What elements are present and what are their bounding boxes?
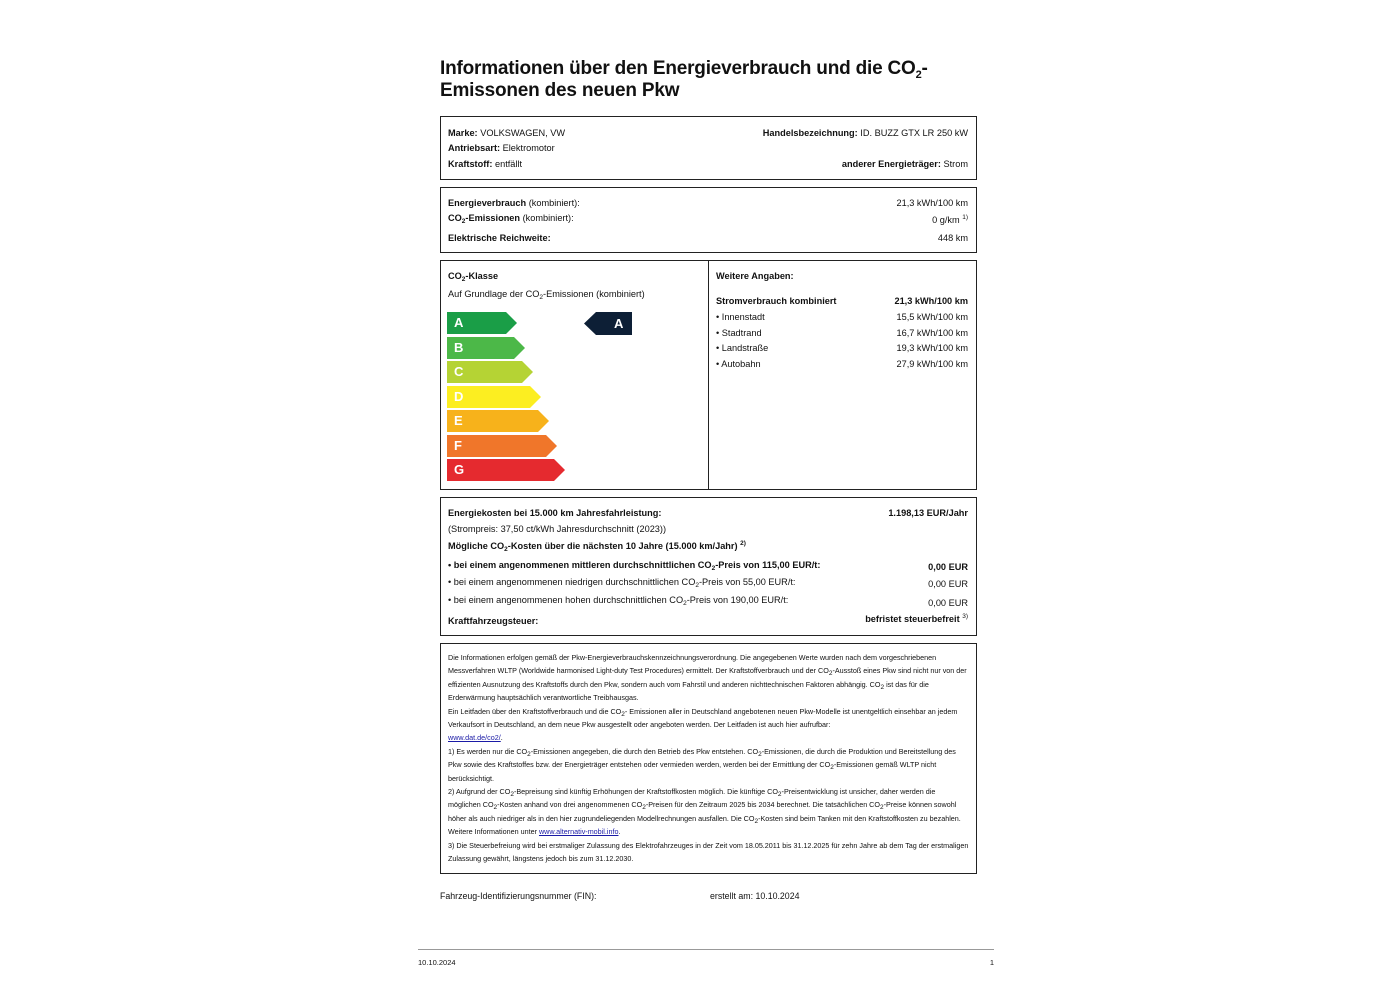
vehicle-tax-value: befristet steuerbefreit $^{3)}$ [865, 613, 968, 624]
consumption-item-value: 19,3 kWh/100 km [896, 343, 968, 353]
alternativ-mobil-link[interactable]: www.alternativ-mobil.info [538, 827, 619, 837]
electricity-total-value: 21,3 kWh/100 km [894, 296, 968, 306]
consumption-item-label: • Stadtrand [716, 327, 762, 338]
footnote-1: 1) Es werden nur die $CO_2$-Emissionen angegeben, die durch den Betrieb des Pkw entstehen. $CO_2$-Emissionen, die durch die Produktion und Bereitstellung des Pkw sowie des Kraftstoffes bzw. der Energieträger entstehen oder vermieden werden, werden bei der Ermittlung der $CO_2$-Emissionen gemäß WLTP nicht berücksichtigt. [448, 746, 956, 783]
co2-class-d-bar [447, 386, 541, 408]
co2-cost-high-value: 0,00 EUR [928, 598, 968, 608]
handelsbezeichnung-row: Handelsbezeichnung: ID. BUZZ GTX LR 250 kW [762, 128, 968, 138]
co2-class-b-bar [447, 337, 525, 359]
vehicle-tax-label: Kraftfahrzeugsteuer: [448, 616, 539, 626]
co2-class-letter: D [454, 388, 464, 404]
dat-link[interactable]: www.dat.de/co2/ [448, 733, 501, 743]
co2-class-letter: C [454, 364, 464, 379]
range-value: 448 km [937, 233, 968, 243]
co2-cost-low-label: • bei einem angenommenen niedrigen durchschnittlichen $CO_2$-Preis von 55,00 EUR/t: [448, 577, 796, 589]
co2-class-letter: B [454, 339, 464, 355]
co2-class-letter: A [454, 315, 464, 330]
co2-emissions-label: $CO_2$-Emissionen (kombiniert): [448, 213, 574, 225]
footer-rule [418, 949, 994, 950]
consumption-item-label: • Innenstadt [716, 312, 765, 322]
page-title [440, 58, 1000, 102]
footer-date: 10.10.2024 [418, 958, 456, 967]
current-class-arrow-icon [584, 312, 632, 335]
energy-consumption-value: 21,3 kWh/100 km [896, 198, 968, 208]
co2-class-letter: F [454, 437, 462, 453]
co2-emissions-value: 0 g/km $^{1)}$ [932, 214, 968, 225]
title-dash: - [921, 58, 928, 79]
title-text: Informationen über den Energieverbrauch und die CO [440, 58, 916, 79]
kraftstoff-row: Kraftstoff: entfällt [448, 159, 523, 169]
energietraeger-row: anderer Energieträger: Strom [841, 159, 968, 169]
co2-class-f-bar [447, 435, 557, 457]
co2-class-heading: $CO_2$-Klasse [448, 271, 499, 283]
co2-class-divider [708, 261, 709, 490]
footnotes [448, 651, 970, 866]
consumption-item-label: • Autobahn [716, 358, 761, 369]
range-label: Elektrische Reichweite: [448, 233, 551, 243]
co2-class-e-bar [447, 410, 549, 432]
title-subscript: 2 [915, 69, 922, 81]
created-date: erstellt am: 10.10.2024 [710, 891, 800, 901]
footer-page-number: 1 [989, 958, 994, 967]
electricity-total-label: Stromverbrauch kombiniert [716, 296, 837, 306]
energy-consumption-label: Energieverbrauch (kombiniert): [448, 198, 580, 208]
footnote-intro: Die Informationen erfolgen gemäß der Pkw-Energieverbrauchskennzeichnungsverordnung. Die angegebenen Werte wurden nach dem vorgeschriebenen Messverfahren WLTP (Worldwide harmonised Light-duty Test Procedures) ermittelt. Der Kraftstoffverbrauch und der $CO_2$-Ausstoß eines Pkw sind nicht nur von der effizienten Ausnutzung des Kraftstoffs durch den Pkw, sondern auch vom Fahrstil und anderen nichttechnischen Faktoren abhängig. $CO_2$ ist das für die Erderwärmung hauptsächlich verantwortliche Treibhausgas. [448, 653, 967, 703]
energy-cost-label: Energiekosten bei 15.000 km Jahresfahrleistung: [448, 508, 662, 518]
antriebsart-row: Antriebsart: Elektromotor [448, 143, 555, 153]
co2-class-arrow-icon [447, 459, 565, 481]
footnote-3: 3) Die Steuerbefreiung wird bei erstmaliger Zulassung des Elektrofahrzeuges in der Zeit vom 18.05.2011 bis 31.12.2025 für zehn Jahre ab dem Tag der erstmaligen Zulassung gewährt, längstens jedoch bis zum 31.12.2030. [448, 840, 969, 864]
co2-cost-mid-label: • bei einem angenommenen mittleren durchschnittlichen $CO_2$-Preis von 115,00 EUR/t: [448, 560, 821, 572]
co2-class-basis: Auf Grundlage der $CO_2$-Emissionen (kombiniert) [448, 289, 645, 301]
co2-cost-high-label: • bei einem angenommenen hohen durchschnittlichen $CO_2$-Preis von 190,00 EUR/t: [448, 595, 789, 607]
footnote-guide: Ein Leitfaden über den Kraftstoffverbrauch und die $CO_2-$ Emissionen aller in Deutschland angebotenen neuen Pkw-Modelle ist unentgeltlich einsehbar an jedem Verkaufsort in Deutschland, an dem neue Pkw ausgestellt oder angeboten werden. Der Leitfaden ist auch hier aufrufbar: www.dat.de/co2/. [448, 706, 958, 743]
co2-class-letter: E [454, 413, 463, 428]
co2-class-letter: G [454, 462, 465, 477]
electricity-price-note: (Strompreis: 37,50 ct/kWh Jahresdurchschnitt (2023)) [448, 524, 667, 534]
co2-cost-low-value: 0,00 EUR [928, 579, 968, 589]
consumption-item-label: • Landstraße [716, 343, 769, 353]
energy-cost-value: 1.198,13 EUR/Jahr [888, 508, 968, 518]
current-class-label: A [614, 316, 624, 331]
co2-cost-mid-value: 0,00 EUR [928, 562, 968, 572]
co2-class-c-bar [447, 361, 533, 383]
footnote-2: 2) Aufgrund der $CO_2$-Bepreisung sind künftig Erhöhungen der Kraftstoffkosten möglich. Die künftige $CO_2$-Preisentwicklung ist unsicher, daher werden die möglichen $CO_2$-Kosten anhand von drei angenommenen $CO_2$-Preisen für den Zeitraum 2025 bis 2034 berechnet. Die tatsächlichen $CO_2$-Preise können sowohl höher als auch niedriger als in den hier zugrundeliegenden Modellrechnungen ausfallen. Die $CO_2$-Kosten sind beim Tanken mit den Kraftstoffkosten zu bezahlen. Weitere Informationen unter www.alternativ-mobil.info. [448, 787, 961, 837]
fin-label: Fahrzeug-Identifizierungsnummer (FIN): [440, 891, 597, 901]
co2-class-arrow-icon [447, 435, 557, 457]
title-line2: Emissonen des neuen Pkw [440, 80, 680, 101]
consumption-item-value: 27,9 kWh/100 km [896, 358, 968, 369]
consumption-item-value: 16,7 kWh/100 km [896, 327, 968, 338]
co2-class-a-bar [447, 312, 517, 334]
marke-row: Marke: VOLKSWAGEN, VW [448, 128, 566, 138]
co2-costs-heading: Mögliche $CO_2$-Kosten über die nächsten 10 Jahre (15.000 km/Jahr) $^{2)}$ [448, 540, 746, 553]
current-class-indicator [584, 312, 632, 335]
consumption-item-value: 15,5 kWh/100 km [896, 312, 968, 322]
co2-class-g-bar [447, 459, 565, 481]
further-info-heading: Weitere Angaben: [716, 271, 794, 281]
